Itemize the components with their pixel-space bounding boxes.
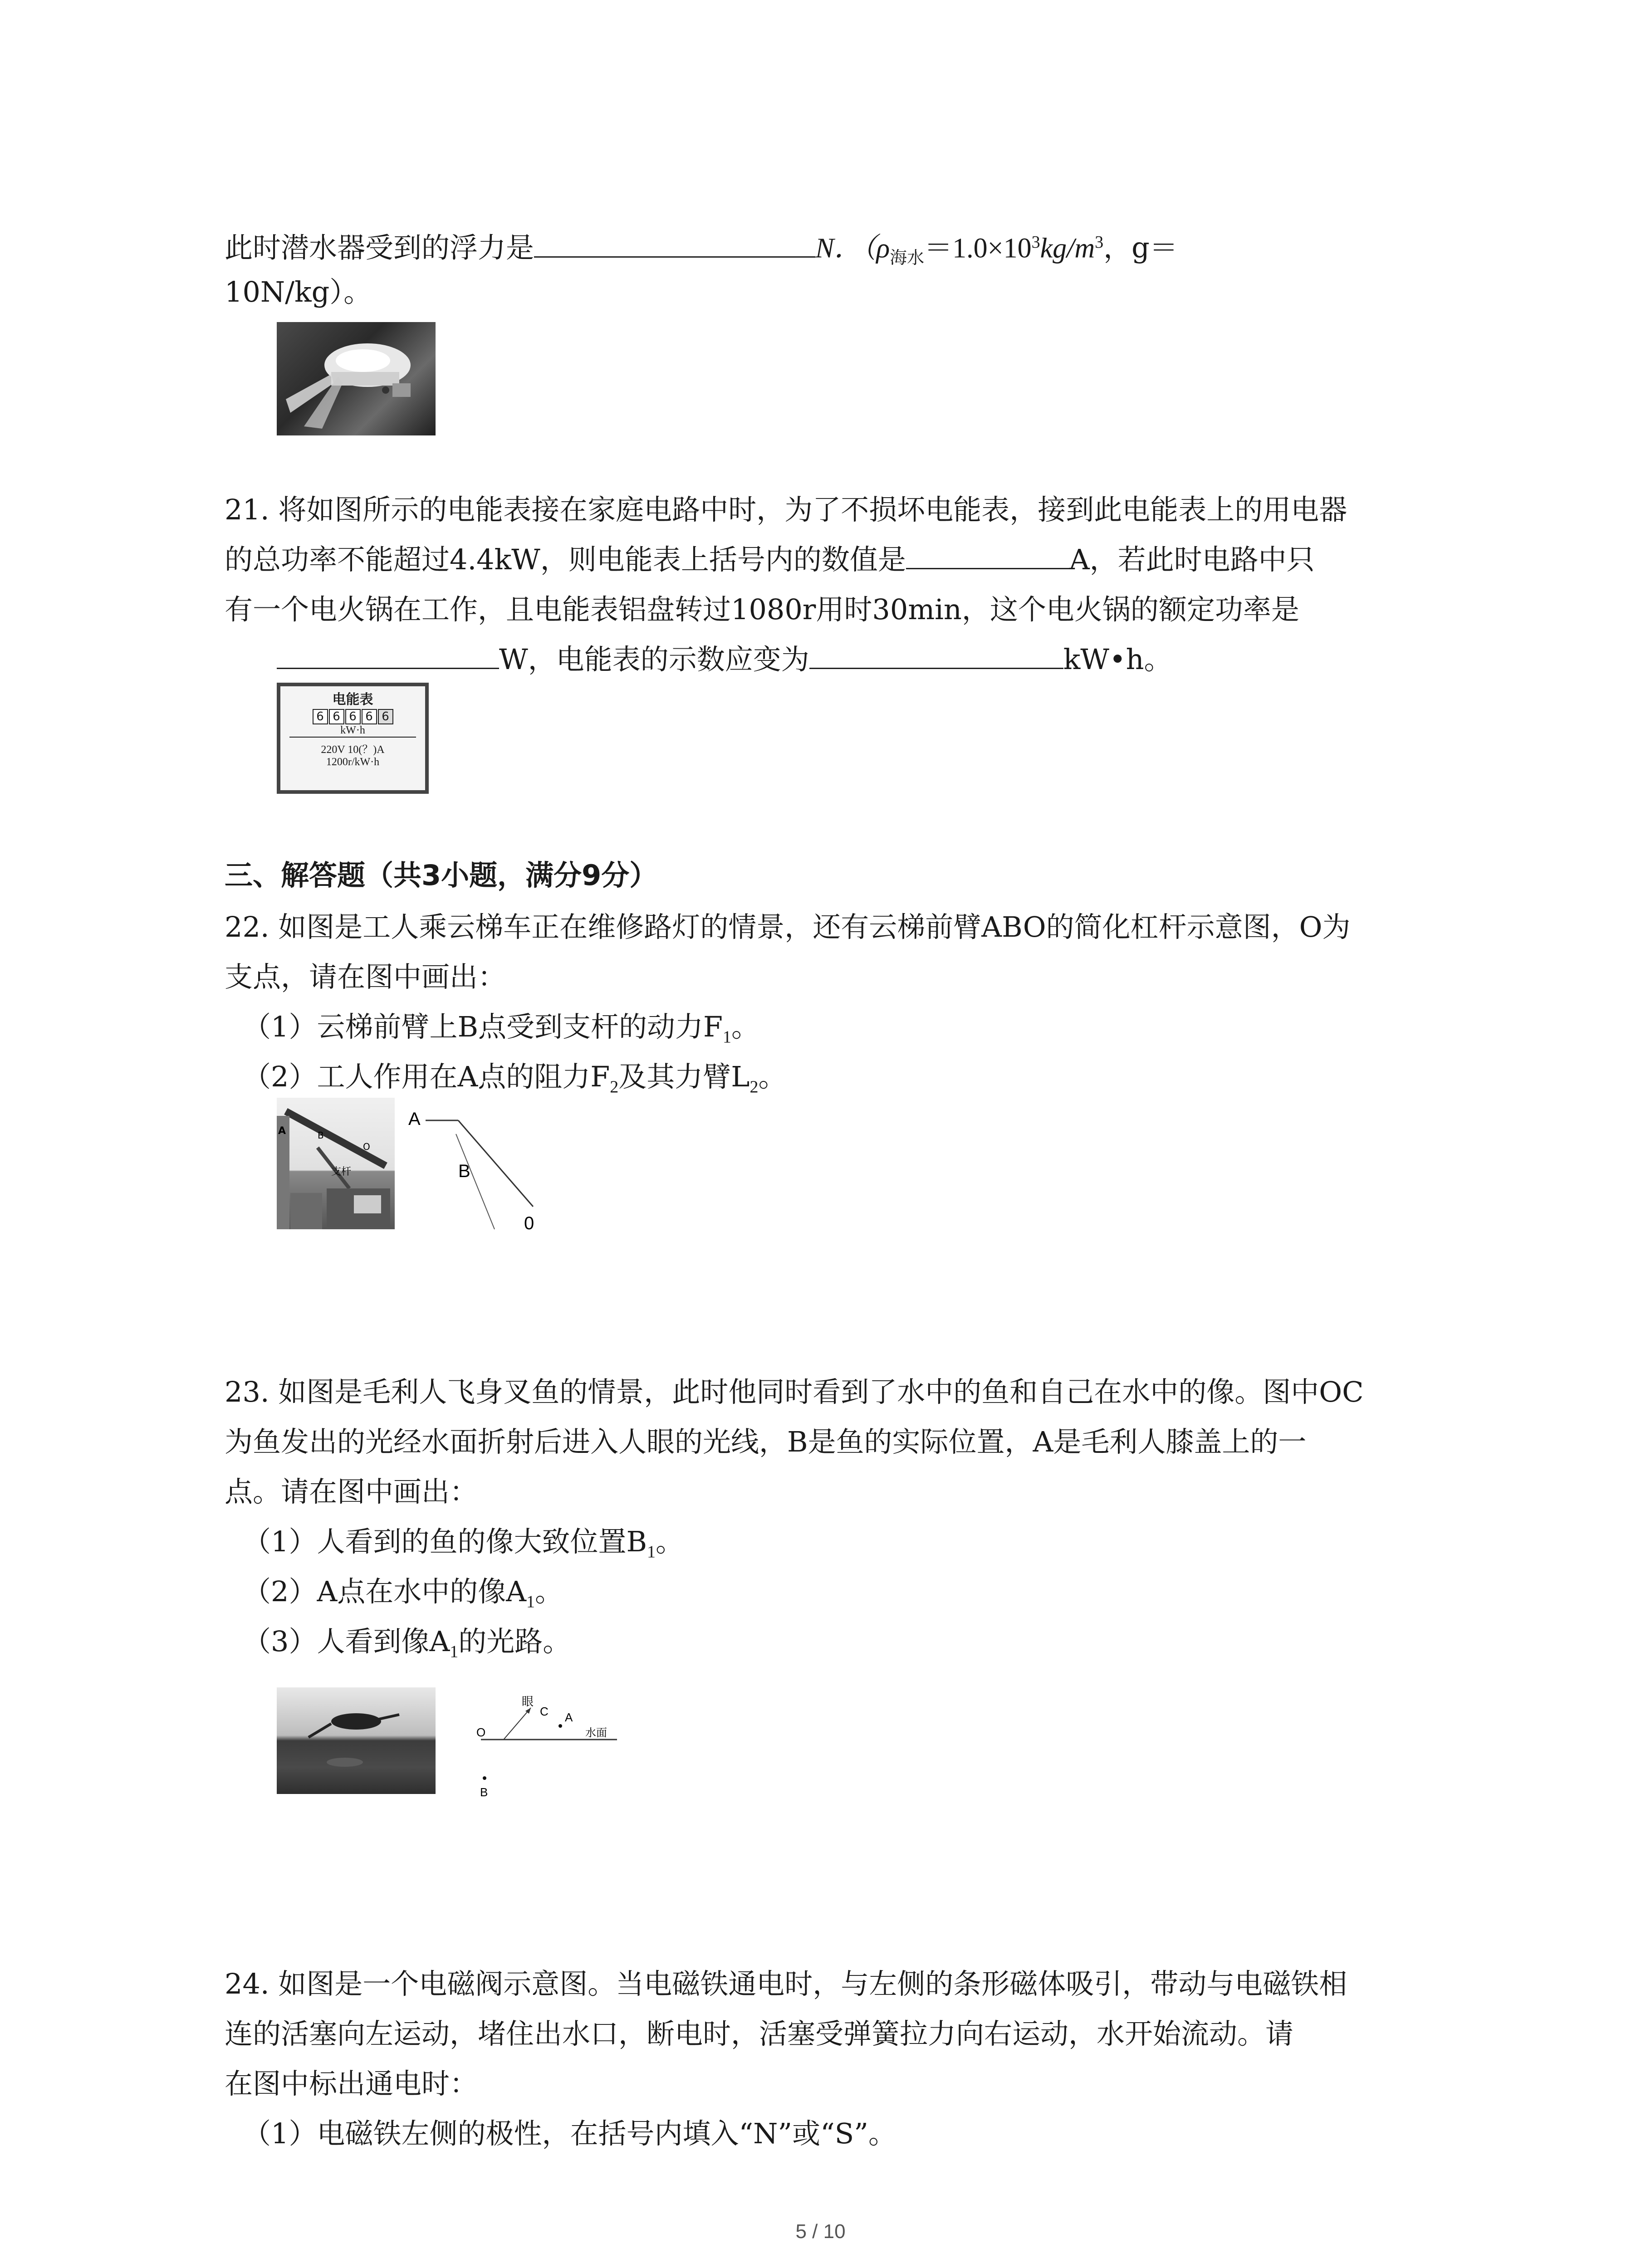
q22-item-1 bbox=[243, 1007, 759, 1057]
support-strut bbox=[456, 1134, 495, 1229]
q22-line-1: 22. 如图是工人乘云梯车正在维修路灯的情景，还有云梯前臂ABO的简化杠杆示意图，O为 bbox=[225, 910, 1351, 943]
q21-line-3: 有一个电火锅在工作，且电能表铝盘转过1080r用时30min，这个电火锅的额定功率是 bbox=[225, 593, 1299, 626]
q22-item-2-text: （2）工人作用在A点的阻力F bbox=[243, 1060, 610, 1093]
q20-line-1 bbox=[225, 222, 1178, 278]
q20-density: ＝1.0×10 bbox=[924, 233, 1032, 264]
meter-digits bbox=[280, 709, 425, 724]
fish-spearing-photo bbox=[277, 1687, 436, 1794]
ladder-truck-illustration bbox=[277, 1098, 395, 1229]
meter-unit: kW·h bbox=[340, 724, 365, 736]
q22-item-2-sub: 2 bbox=[610, 1077, 619, 1097]
submersible-illustration bbox=[277, 322, 436, 435]
q21-answer-blank-3[interactable] bbox=[809, 640, 1063, 669]
q24-line-1: 24. 如图是一个电磁阀示意图。当电磁铁通电时，与左侧的条形磁体吸引，带动与电磁铁相 bbox=[225, 1967, 1347, 2000]
q22-item-2-end: 。 bbox=[758, 1060, 787, 1093]
q23-item-2-sub: 1 bbox=[526, 1592, 535, 1612]
photo-label-a: A bbox=[278, 1125, 286, 1137]
meter-digit: 6 bbox=[329, 709, 344, 724]
meter-arrow bbox=[289, 737, 416, 740]
page-number: 5 / 10 bbox=[795, 2220, 846, 2243]
ladder-truck-photo bbox=[277, 1098, 395, 1229]
diagram-label-eye: 眼 bbox=[522, 1695, 534, 1709]
fish-spearing-illustration bbox=[277, 1687, 436, 1794]
q23-item-2-text: （2）A点在水中的像A bbox=[243, 1575, 526, 1608]
q24-item-1: （1）电磁铁左侧的极性，在括号内填入“N”或“S”。 bbox=[243, 2117, 896, 2150]
meter-digit: 6 bbox=[378, 709, 393, 724]
q21-text-4a: W，电能表的示数应变为 bbox=[499, 643, 809, 676]
q23-item-2 bbox=[243, 1572, 563, 1622]
section-heading: 三、解答题（共3小题，满分9分） bbox=[225, 859, 658, 892]
q22-item-2-mid: 及其力臂L bbox=[618, 1060, 750, 1093]
q23-item-3 bbox=[243, 1622, 571, 1672]
q22-line-2: 支点，请在图中画出： bbox=[225, 960, 506, 993]
q22-item-1-end: 。 bbox=[731, 1010, 760, 1043]
diagram-label-o: O bbox=[476, 1725, 486, 1739]
q21-line-2 bbox=[225, 540, 1315, 580]
q21-text-2a: 的总功率不能超过4.4kW，则电能表上括号内的数值是 bbox=[225, 543, 906, 576]
q20-g: ，g＝ bbox=[1103, 231, 1178, 264]
meter-title: 电能表 bbox=[332, 692, 373, 708]
refraction-diagram bbox=[463, 1687, 626, 1805]
q21-text-4b: kW•h。 bbox=[1063, 643, 1172, 676]
q21-answer-blank-2[interactable] bbox=[277, 640, 499, 669]
q22-item-1-sub: 1 bbox=[723, 1027, 732, 1047]
q23-item-1-sub: 1 bbox=[647, 1542, 656, 1562]
q20-answer-blank[interactable] bbox=[534, 229, 815, 258]
q21-answer-blank-1[interactable] bbox=[906, 541, 1069, 569]
submersible-photo bbox=[277, 322, 436, 435]
photo-label-b: B bbox=[318, 1130, 324, 1141]
ray-oc bbox=[504, 1708, 531, 1740]
q20-line-2: 10N/kg）。 bbox=[225, 275, 372, 308]
q20-text-1: 此时潜水器受到的浮力是 bbox=[225, 231, 534, 264]
q24-line-2: 连的活塞向左运动，堵住出水口，断电时，活塞受弹簧拉力向右运动，水开始流动。请 bbox=[225, 2017, 1294, 2050]
q20-unit: N．（ρ bbox=[815, 233, 890, 264]
diagram-label-b: B bbox=[480, 1785, 488, 1799]
diagram-label-c: C bbox=[540, 1705, 549, 1718]
photo-label-o: O bbox=[363, 1141, 370, 1152]
lever-label-b: B bbox=[458, 1161, 470, 1181]
electric-meter bbox=[277, 683, 429, 794]
q20-sub: 海水 bbox=[890, 249, 925, 268]
q21-text-2b: A，若此时电路中只 bbox=[1069, 543, 1315, 576]
q23-item-1-end: 。 bbox=[656, 1525, 684, 1558]
q22-item-1-text: （1）云梯前臂上B点受到支杆的动力F bbox=[243, 1010, 723, 1043]
q23-item-3-end: 的光路。 bbox=[458, 1625, 571, 1658]
meter-digit: 6 bbox=[362, 709, 377, 724]
diagram-label-a: A bbox=[565, 1711, 573, 1724]
q20-sup: 3 bbox=[1031, 233, 1040, 252]
q23-item-1-text: （1）人看到的鱼的像大致位置B bbox=[243, 1525, 647, 1558]
lever-diagram bbox=[404, 1107, 549, 1234]
meter-spec-1: 220V 10(？)A bbox=[321, 744, 385, 756]
q23-item-2-end: 。 bbox=[535, 1575, 563, 1608]
q23-line-1: 23. 如图是毛利人飞身叉鱼的情景，此时他同时看到了水中的鱼和自己在水中的像。图中OC bbox=[225, 1375, 1364, 1408]
q21-line-4 bbox=[225, 640, 1172, 679]
photo-label-strut: 支杆 bbox=[331, 1166, 352, 1178]
q20-unit2: kg/m bbox=[1040, 233, 1095, 264]
diagram-label-water: 水面 bbox=[585, 1726, 607, 1739]
point-a bbox=[558, 1724, 562, 1728]
lever-label-a: A bbox=[408, 1109, 421, 1129]
q22-item-2-sub2: 2 bbox=[749, 1077, 759, 1097]
lever-label-o: 0 bbox=[524, 1213, 534, 1233]
meter-digit: 6 bbox=[313, 709, 328, 724]
meter-spec-2: 1200r/kW·h bbox=[326, 756, 380, 768]
point-b bbox=[483, 1776, 486, 1780]
q24-line-3: 在图中标出通电时： bbox=[225, 2067, 478, 2100]
q23-line-3: 点。请在图中画出： bbox=[225, 1475, 478, 1508]
q23-line-2: 为鱼发出的光经水面折射后进入人眼的光线，B是鱼的实际位置，A是毛利人膝盖上的一 bbox=[225, 1425, 1307, 1458]
q23-item-3-sub: 1 bbox=[450, 1642, 459, 1662]
q23-item-3-text: （3）人看到像A bbox=[243, 1625, 450, 1658]
q23-item-1 bbox=[243, 1522, 684, 1572]
q20-sup2: 3 bbox=[1095, 233, 1104, 252]
meter-digit: 6 bbox=[345, 709, 361, 724]
q21-line-1: 21. 将如图所示的电能表接在家庭电路中时，为了不损坏电能表，接到此电能表上的用电器 bbox=[225, 493, 1347, 526]
